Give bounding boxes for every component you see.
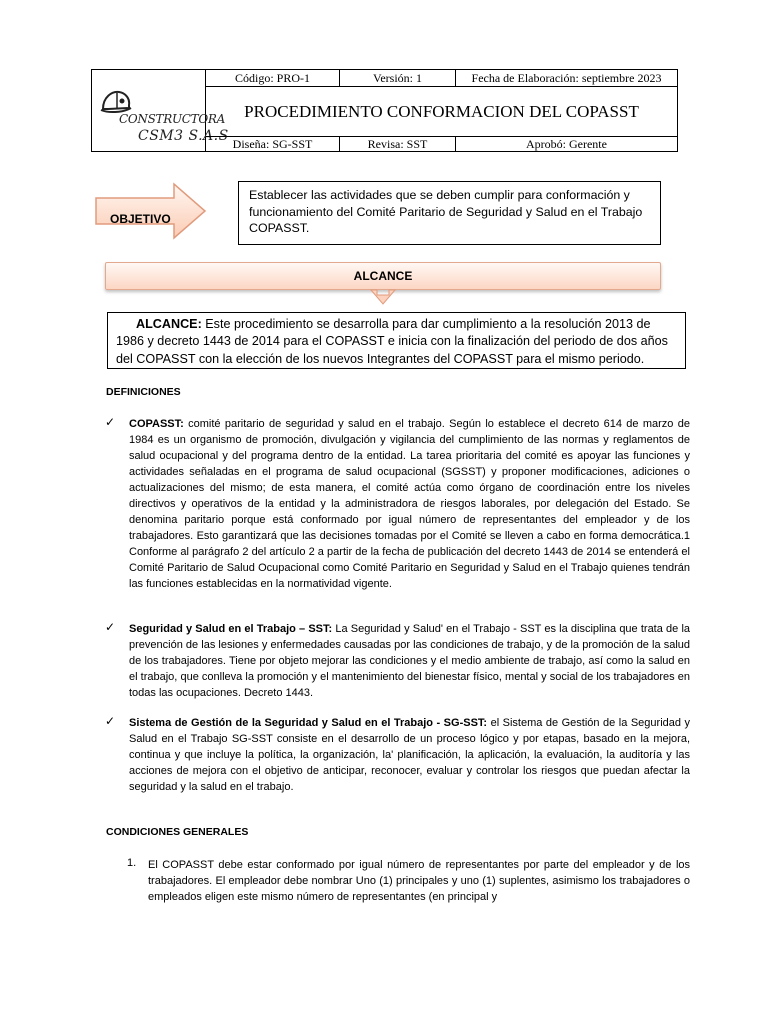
version-cell: Versión: 1: [340, 70, 456, 86]
list-item-text: El COPASST debe estar conformado por igual número de representantes por parte del empleador y de los trabajadores. El empleador debe nombrar Uno (1) principales y uno (1) suplentes, asimismo los trabajadores o empleados eligen este mismo número de representantes (en principal y: [148, 859, 690, 903]
company-logo: [92, 70, 229, 151]
checkmark-icon: ✓: [105, 714, 116, 728]
definition-text: La Seguridad y Salud' en el Trabajo - SST es la disciplina que trata de la prevención de las lesiones y enfermedades causadas por las condiciones de trabajo, y de la promoción de la salud de los trabajadores. Tiene por objeto mejorar las condiciones y el medio ambiente de trabajo, así como la salud en el trabajo, que conlleva la promoción y el mantenimiento del bienestar físico, mental y social de los trabajadores en todas las ocupaciones. Decreto 1443.: [129, 623, 691, 699]
disena-cell: Diseña: SG-SST: [206, 137, 340, 151]
definition-text: el Sistema de Gestión de la Seguridad y Salud en el Trabajo SG-SST consiste en el desarrollo de un proceso lógico y por etapas, basado en la mejora, continua y que incluye la política, la organización, la' planificación, la aplicación, la evaluación, la auditoría y las acciones de mejora con el objetivo de anticipar, reconocer, evaluar y controlar los riesgos que puedan afectar la seguridad y la salud en el trabajo.: [129, 717, 690, 793]
checkmark-icon: ✓: [105, 415, 116, 429]
definition-term: Seguridad y Salud en el Trabajo – SST:: [129, 623, 333, 635]
document-title: PROCEDIMIENTO CONFORMACION DEL COPASST: [206, 86, 677, 137]
alcance-label: ALCANCE:: [136, 317, 202, 331]
objetivo-label: OBJETIVO: [110, 212, 171, 226]
objetivo-text-box: Establecer las actividades que se deben cumplir para conformación y funcionamiento del Comité Paritario de Seguridad y Salud en el Trabajo COPASST.: [238, 181, 661, 245]
alcance-down-arrow-icon: [370, 289, 396, 305]
definition-term: COPASST:: [129, 418, 184, 430]
document-header-table: [91, 69, 678, 152]
aprobo-cell: Aprobó: Gerente: [526, 136, 607, 151]
condiciones-heading: CONDICIONES GENERALES: [106, 826, 249, 838]
codigo-cell: Código: PRO-1: [206, 70, 340, 86]
revisa-cell: Revisa: SST: [340, 137, 456, 151]
list-item: [127, 857, 690, 905]
definition-text: comité paritario de seguridad y salud en el trabajo. Según lo establece el decreto 614 de marzo de 1984 es un organismo de promoción, divulgación y vigilancia del cumplimiento de las normas y reglamentos de salud ocupacional y del programa dentro de la entidad. La tarea prioritaria del comité es apoyar las funciones y actividades señaladas en el programa de salud ocupacional (SGSST) y proponer modificaciones, adiciones o actualizaciones del mismo; de esta manera, el comité actúa como órgano de coordinación entre los niveles directivos y operativos de la entidad y la administradora de riesgos laborales, por delegación del Estado. Se denomina paritario porque está conformado por igual número de representantes del empleador y de los trabajadores. Esto garantizará que las decisiones tomadas por el Comité se lleven a cabo en forma democrática.1 Conforme al parágrafo 2 del artículo 2 a partir de la fecha de publicación del decreto 1443 de 2014 se entenderá el Comité Paritario de Salud Ocupacional como Comité Paritario en Seguridad y Salud en el Trabajo quienes tendrán las funciones establecidas en la normatividad vigente.: [129, 418, 690, 590]
logo-line-2: CSM3 S.A.S: [138, 128, 229, 144]
alcance-banner: ALCANCE: [105, 262, 661, 290]
alcance-text: Este procedimiento se desarrolla para dar cumplimiento a la resolución 2013 de 1986 y decreto 1443 de 2014 para el COPASST e inicia con la finalización del periodo de dos años del COPASST con la elección de los nuevos Integrantes del COPASST para el mismo periodo.: [116, 317, 668, 366]
objetivo-arrow-shape: [94, 182, 208, 240]
definiciones-heading: DEFINICIONES: [106, 386, 181, 398]
fecha-cell: Fecha de Elaboración: septiembre 2023: [471, 70, 662, 85]
definition-item: [105, 416, 690, 592]
definition-item: [105, 715, 690, 795]
definition-item: [105, 621, 690, 701]
definition-term: Sistema de Gestión de la Seguridad y Salud en el Trabajo - SG-SST:: [129, 717, 488, 729]
logo-line-1: CONSTRUCTORA: [119, 112, 226, 126]
checkmark-icon: ✓: [105, 620, 116, 634]
list-item-number: 1.: [127, 857, 137, 869]
alcance-text-box: [107, 312, 686, 369]
